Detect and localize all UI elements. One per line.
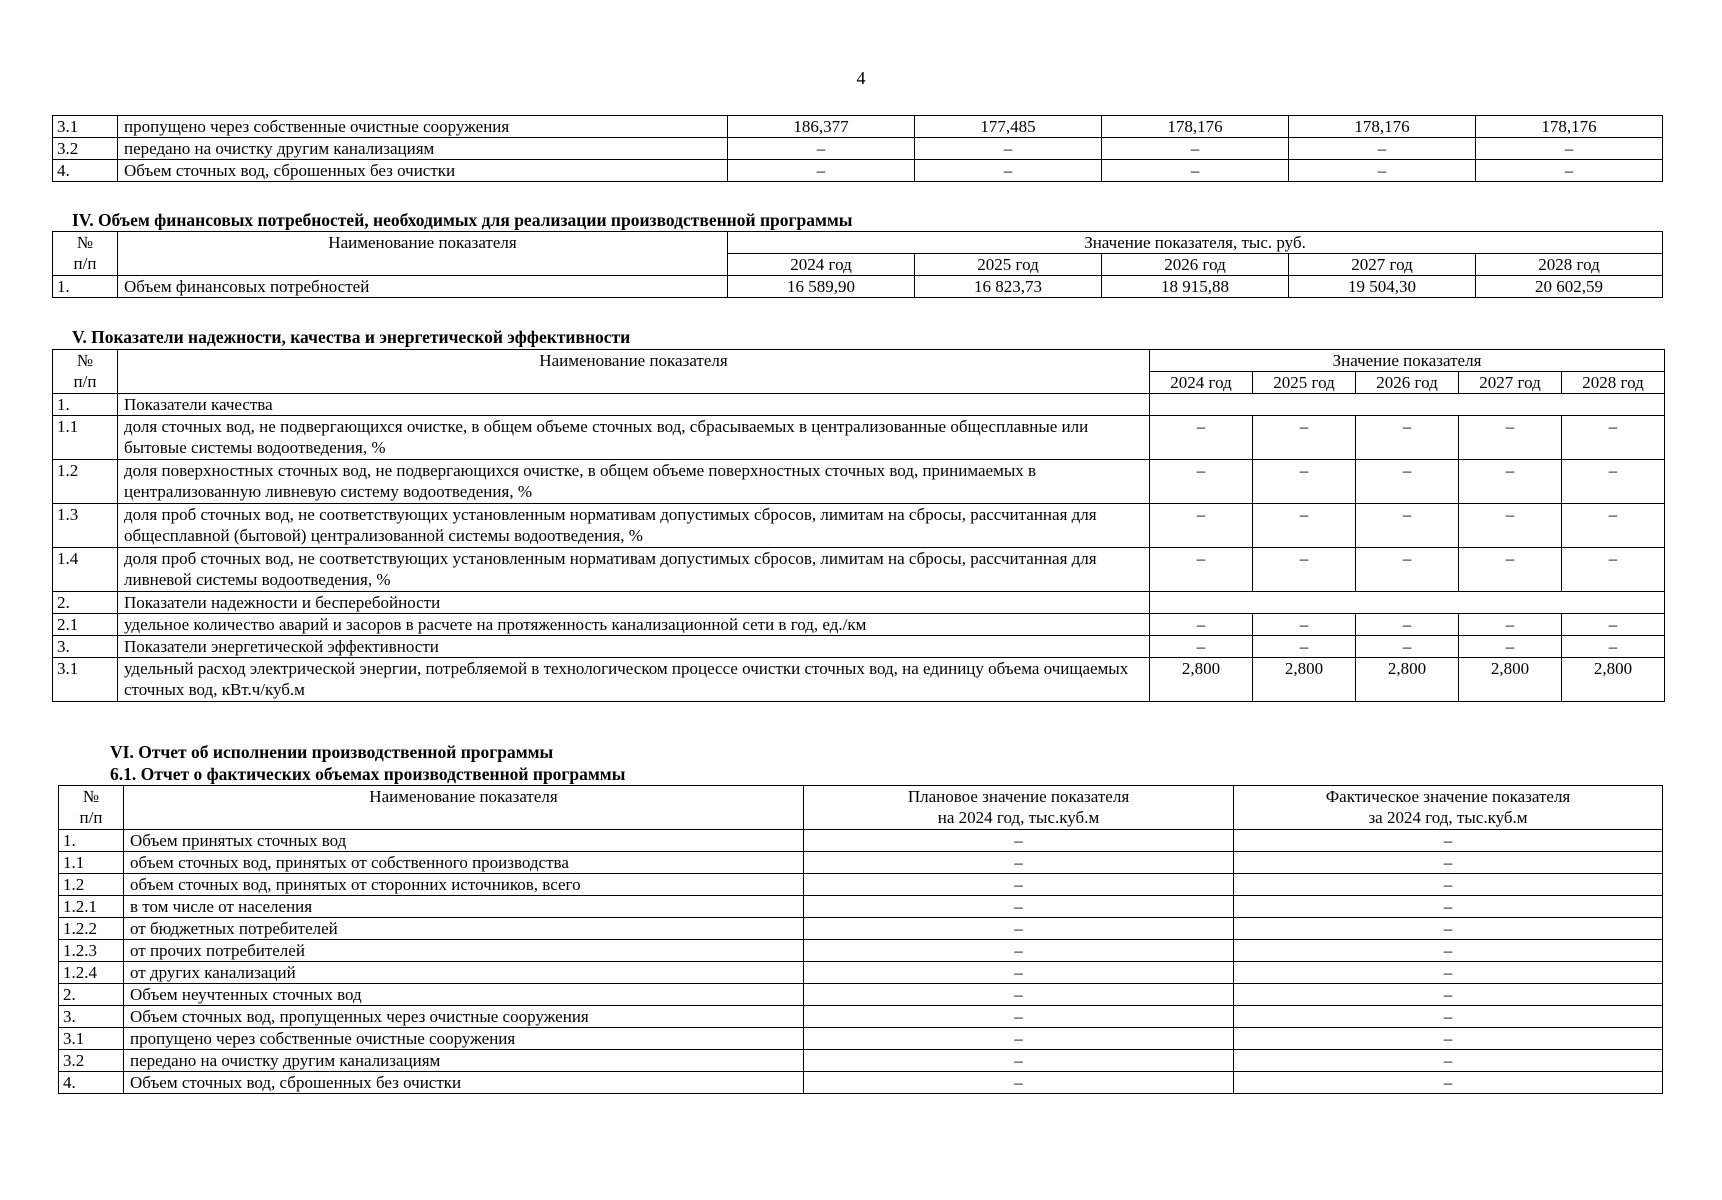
table-row	[53, 658, 1665, 702]
row-number: 1.	[59, 830, 124, 852]
row-name: Объем сточных вод, пропущенных через очистные сооружения	[124, 1006, 804, 1028]
row-value: –	[1459, 504, 1562, 548]
table-row	[59, 1050, 1663, 1072]
row-name: от других канализаций	[124, 962, 804, 984]
row-value: –	[1476, 160, 1663, 182]
row-value: 186,377	[728, 116, 915, 138]
table-row	[59, 852, 1663, 874]
row-fact-value: –	[1234, 852, 1663, 874]
row-value: –	[1356, 548, 1459, 592]
table-row	[53, 160, 1663, 182]
row-value: 177,485	[915, 116, 1102, 138]
table-row	[53, 276, 1663, 298]
table-row	[59, 1006, 1663, 1028]
table-row	[53, 138, 1663, 160]
row-value: –	[1253, 460, 1356, 504]
row-plan-value: –	[804, 984, 1234, 1006]
row-value: –	[728, 138, 915, 160]
row-value: –	[1562, 636, 1665, 658]
row-fact-value: –	[1234, 918, 1663, 940]
table-row	[53, 460, 1665, 504]
row-number: 3.1	[53, 658, 118, 702]
row-value: –	[1459, 636, 1562, 658]
row-value: –	[1459, 614, 1562, 636]
row-value: –	[1356, 416, 1459, 460]
header-year: 2026 год	[1102, 254, 1289, 276]
row-plan-value: –	[804, 852, 1234, 874]
row-value: –	[1150, 548, 1253, 592]
row-name: Объем сточных вод, сброшенных без очистки	[124, 1072, 804, 1094]
row-value: –	[1459, 548, 1562, 592]
table-row	[59, 896, 1663, 918]
row-value: –	[1253, 636, 1356, 658]
row-value: –	[1289, 160, 1476, 182]
section-5-title: V. Показатели надежности, качества и энергетической эффективности	[72, 327, 631, 347]
row-name: передано на очистку другим канализациям	[118, 138, 728, 160]
row-value: –	[1356, 636, 1459, 658]
table-row	[53, 636, 1665, 658]
row-name: Объем сточных вод, сброшенных без очистки	[118, 160, 728, 182]
header-year: 2024 год	[728, 254, 915, 276]
row-value: –	[1102, 138, 1289, 160]
row-name: удельный расход электрической энергии, потребляемой в технологическом процессе очистки сточных вод, на единицу объема очищаемых сточных вод, кВт.ч/куб.м	[118, 658, 1150, 702]
row-plan-value: –	[804, 874, 1234, 896]
row-name: передано на очистку другим канализациям	[124, 1050, 804, 1072]
table-row	[59, 918, 1663, 940]
header-year: 2025 год	[915, 254, 1102, 276]
header-name: Наименование показателя	[124, 786, 804, 830]
row-fact-value: –	[1234, 830, 1663, 852]
row-value: –	[728, 160, 915, 182]
row-value: –	[1289, 138, 1476, 160]
header-value: Значение показателя	[1150, 350, 1665, 372]
row-value: 20 602,59	[1476, 276, 1663, 298]
table-row	[53, 548, 1665, 592]
header-fact: Фактическое значение показателя за 2024 год, тыс.куб.м	[1234, 786, 1663, 830]
row-value: 2,800	[1253, 658, 1356, 702]
row-name: объем сточных вод, принятых от сторонних источников, всего	[124, 874, 804, 896]
row-value: –	[1459, 460, 1562, 504]
row-number: 1.2.4	[59, 962, 124, 984]
row-plan-value: –	[804, 830, 1234, 852]
row-plan-value: –	[804, 940, 1234, 962]
row-value: 16 589,90	[728, 276, 915, 298]
row-value: –	[1150, 614, 1253, 636]
row-number: 4.	[59, 1072, 124, 1094]
row-value: 178,176	[1102, 116, 1289, 138]
row-number: 1.2	[53, 460, 118, 504]
row-number: 2.	[59, 984, 124, 1006]
row-value: 178,176	[1476, 116, 1663, 138]
table-row	[53, 416, 1665, 460]
section-6-1-subtitle: 6.1. Отчет о фактических объемах производственной программы	[110, 764, 626, 784]
row-value: 19 504,30	[1289, 276, 1476, 298]
row-number: 2.1	[53, 614, 118, 636]
row-value: –	[1562, 416, 1665, 460]
row-name: доля проб сточных вод, не соответствующих установленным нормативам допустимых сбросов, лимитам на сбросы, рассчитанная для ливневой системы водоотведения, %	[118, 548, 1150, 592]
row-name: Объем финансовых потребностей	[118, 276, 728, 298]
row-number: 1.4	[53, 548, 118, 592]
header-year: 2028 год	[1562, 372, 1665, 394]
header-num: № п/п	[53, 350, 118, 394]
row-value: 18 915,88	[1102, 276, 1289, 298]
row-fact-value: –	[1234, 1006, 1663, 1028]
row-value: –	[1253, 416, 1356, 460]
row-name: доля сточных вод, не подвергающихся очистке, в общем объеме сточных вод, сбрасываемых в централизованные общесплавные или бытовые системы водоотведения, %	[118, 416, 1150, 460]
row-number: 2.	[53, 592, 118, 614]
header-name: Наименование показателя	[118, 350, 1150, 394]
row-value: –	[1356, 504, 1459, 548]
header-value: Значение показателя, тыс. руб.	[728, 232, 1663, 254]
header-year: 2028 год	[1476, 254, 1663, 276]
row-number: 3.	[53, 636, 118, 658]
row-name: Объем принятых сточных вод	[124, 830, 804, 852]
row-value: 2,800	[1562, 658, 1665, 702]
row-name: удельное количество аварий и засоров в расчете на протяженность канализационной сети в год, ед./км	[118, 614, 1150, 636]
header-year: 2027 год	[1459, 372, 1562, 394]
table-row	[59, 962, 1663, 984]
row-value: –	[915, 138, 1102, 160]
row-name: Показатели надежности и бесперебойности	[118, 592, 1150, 614]
row-value: –	[1356, 614, 1459, 636]
row-name: в том числе от населения	[124, 896, 804, 918]
actual-volumes-report-table	[58, 785, 1663, 1094]
row-number: 1.2.1	[59, 896, 124, 918]
row-value: –	[915, 160, 1102, 182]
row-fact-value: –	[1234, 874, 1663, 896]
row-plan-value: –	[804, 1072, 1234, 1094]
page-number: 4	[856, 68, 866, 88]
row-value: –	[1150, 504, 1253, 548]
row-value: –	[1253, 548, 1356, 592]
row-name: пропущено через собственные очистные сооружения	[124, 1028, 804, 1050]
header-name: Наименование показателя	[118, 232, 728, 276]
continuation-table	[52, 115, 1663, 182]
row-value: –	[1102, 160, 1289, 182]
row-fact-value: –	[1234, 1072, 1663, 1094]
row-name: от прочих потребителей	[124, 940, 804, 962]
row-value: 178,176	[1289, 116, 1476, 138]
row-plan-value: –	[804, 1028, 1234, 1050]
row-value: –	[1562, 460, 1665, 504]
row-name: Показатели качества	[118, 394, 1150, 416]
row-number: 3.2	[53, 138, 118, 160]
table-row	[53, 614, 1665, 636]
row-value: –	[1562, 614, 1665, 636]
row-number: 1.	[53, 394, 118, 416]
section-4-title: IV. Объем финансовых потребностей, необходимых для реализации производственной программы	[72, 210, 853, 230]
section-6-title: VI. Отчет об исполнении производственной программы	[110, 742, 554, 762]
table-row	[59, 830, 1663, 852]
row-value: –	[1562, 504, 1665, 548]
row-number: 1.3	[53, 504, 118, 548]
row-value: 2,800	[1459, 658, 1562, 702]
row-name: Показатели энергетической эффективности	[118, 636, 1150, 658]
header-num: № п/п	[59, 786, 124, 830]
row-value: –	[1150, 460, 1253, 504]
row-plan-value: –	[804, 1006, 1234, 1028]
row-fact-value: –	[1234, 1050, 1663, 1072]
row-name: пропущено через собственные очистные сооружения	[118, 116, 728, 138]
row-value: –	[1150, 416, 1253, 460]
row-empty-values	[1150, 592, 1665, 614]
row-name: Объем неучтенных сточных вод	[124, 984, 804, 1006]
row-number: 3.1	[53, 116, 118, 138]
row-value: –	[1562, 548, 1665, 592]
reliability-quality-table	[52, 349, 1665, 702]
row-value: –	[1476, 138, 1663, 160]
row-name: объем сточных вод, принятых от собственного производства	[124, 852, 804, 874]
row-number: 3.	[59, 1006, 124, 1028]
header-year: 2026 год	[1356, 372, 1459, 394]
table-row	[59, 1072, 1663, 1094]
row-plan-value: –	[804, 1050, 1234, 1072]
row-fact-value: –	[1234, 1028, 1663, 1050]
row-value: –	[1253, 614, 1356, 636]
row-number: 3.2	[59, 1050, 124, 1072]
row-value: –	[1459, 416, 1562, 460]
row-value: –	[1253, 504, 1356, 548]
table-row	[53, 592, 1665, 614]
row-value: –	[1150, 636, 1253, 658]
row-value: 2,800	[1356, 658, 1459, 702]
row-value: 16 823,73	[915, 276, 1102, 298]
row-value: 2,800	[1150, 658, 1253, 702]
header-num: № п/п	[53, 232, 118, 276]
row-number: 1.1	[59, 852, 124, 874]
table-row	[53, 504, 1665, 548]
table-row	[59, 940, 1663, 962]
row-name: от бюджетных потребителей	[124, 918, 804, 940]
table-row	[53, 394, 1665, 416]
row-number: 1.2.3	[59, 940, 124, 962]
header-plan: Плановое значение показателя на 2024 год, тыс.куб.м	[804, 786, 1234, 830]
row-number: 1.	[53, 276, 118, 298]
row-fact-value: –	[1234, 896, 1663, 918]
row-number: 1.2	[59, 874, 124, 896]
header-year: 2027 год	[1289, 254, 1476, 276]
row-plan-value: –	[804, 918, 1234, 940]
row-number: 1.2.2	[59, 918, 124, 940]
row-number: 3.1	[59, 1028, 124, 1050]
row-name: доля проб сточных вод, не соответствующих установленным нормативам допустимых сбросов, лимитам на сбросы, рассчитанная для общесплавной (бытовой) централизованной системы водоотведения, %	[118, 504, 1150, 548]
header-year: 2025 год	[1253, 372, 1356, 394]
row-empty-values	[1150, 394, 1665, 416]
row-plan-value: –	[804, 896, 1234, 918]
row-plan-value: –	[804, 962, 1234, 984]
table-row	[53, 116, 1663, 138]
row-number: 1.1	[53, 416, 118, 460]
financial-needs-table	[52, 231, 1663, 298]
row-value: –	[1356, 460, 1459, 504]
table-row	[59, 874, 1663, 896]
row-fact-value: –	[1234, 984, 1663, 1006]
row-name: доля поверхностных сточных вод, не подвергающихся очистке, в общем объеме поверхностных сточных вод, принимаемых в централизованную ливневую систему водоотведения, %	[118, 460, 1150, 504]
row-number: 4.	[53, 160, 118, 182]
table-row	[59, 984, 1663, 1006]
row-fact-value: –	[1234, 962, 1663, 984]
table-row	[59, 1028, 1663, 1050]
row-fact-value: –	[1234, 940, 1663, 962]
header-year: 2024 год	[1150, 372, 1253, 394]
